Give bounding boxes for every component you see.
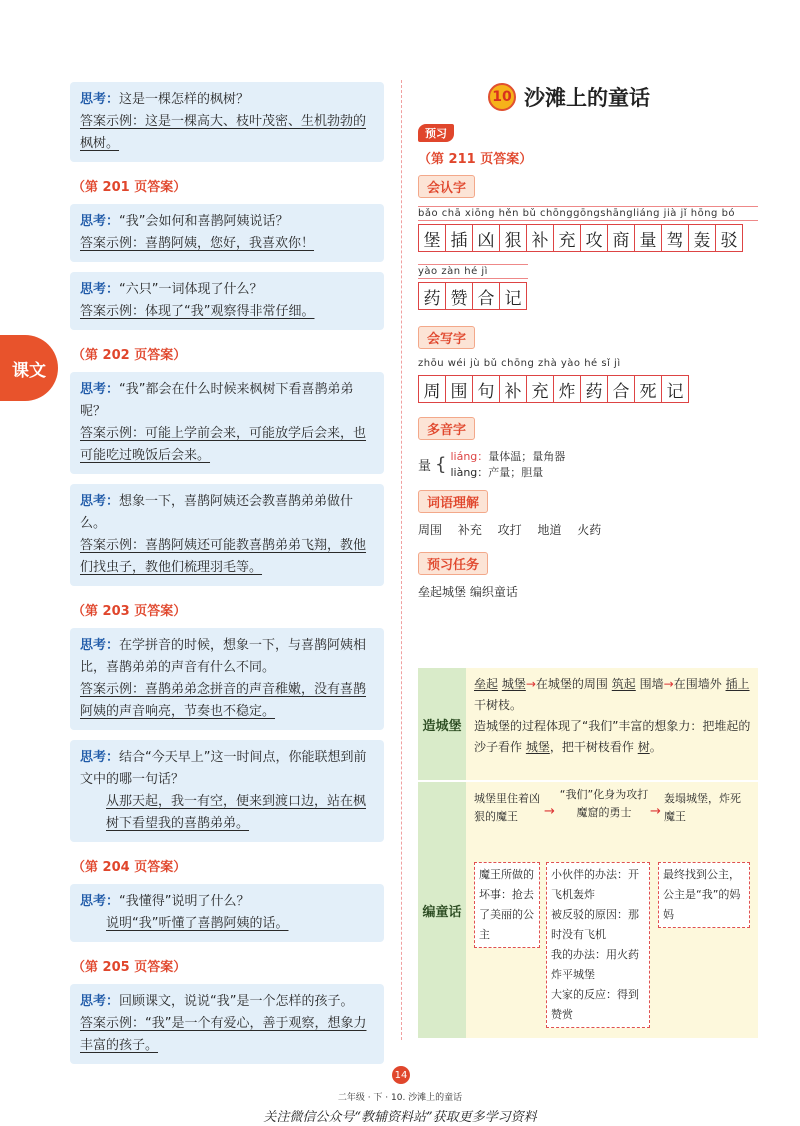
char-grid-write [418,375,758,403]
question-text: “我懂得”说明了什么？ [119,894,250,909]
polyphone-diagram [418,448,758,480]
think-label: 思考： [80,994,120,1009]
question-card [70,628,384,730]
pinyin-row: bǎo chā xiōng hěn bǔ chōnggōngshāngliáng jià jǐ hōng bó [418,206,758,221]
char-cell: 死 [634,375,662,403]
text: 干树枝。 [474,698,523,712]
section-heading: （第 202 页答案） [72,348,187,363]
think-label: 思考： [80,750,120,765]
section-heading: （第 205 页答案） [72,960,187,975]
answer-text: 答案示例：体现了“我”观察得非常仔细。 [80,304,315,319]
text: 造城堡的过程体现了“我们”丰富的想象力：把堆起的沙子看作 [474,719,751,754]
char-cell: 药 [418,282,446,310]
text: 。 [649,740,662,754]
blank: 筑起 [611,677,636,691]
blank: 城堡 [525,740,550,754]
polyphone-words-2: 产量；胆量 [488,466,544,479]
story-step-1: 城堡里住着凶狠的魔王 [474,792,540,823]
char-cell: 合 [472,282,500,310]
char-grid-recognize-2 [418,282,758,310]
answer-text: 说明“我”听懂了喜鹊阿姨的话。 [106,916,289,931]
arrow-icon: → [650,804,661,819]
vocab-list: 周围 补充 攻打 地道 火药 [418,523,602,537]
char-cell: 插 [445,224,473,252]
question-text: 回顾课文，说说“我”是一个怎样的孩子。 [119,994,354,1009]
think-label: 思考： [80,92,120,107]
question-text: “我”会如何和喜鹊阿姨说话？ [119,214,289,229]
plan-friends: 小伙伴的办法：开飞机轰炸 [551,868,639,901]
char-cell: 攻 [580,224,608,252]
think-label: 思考： [80,494,120,509]
recognize-tag: 会认字 [418,175,475,198]
char-cell: 补 [499,375,527,403]
char-cell: 补 [526,224,554,252]
char-cell: 商 [607,224,635,252]
polyphone-char: 量 [418,458,432,474]
blank: 树 [637,740,650,754]
write-tag: 会写字 [418,326,475,349]
question-card [70,984,384,1064]
story-step-3: 轰塌城堡，炸死魔王 [664,792,741,823]
question-text: “我”都会在什么时候来枫树下看喜鹊弟弟呢？ [80,382,354,419]
row-content [474,674,752,758]
question-card [70,272,384,330]
char-cell: 堡 [418,224,446,252]
row-header: 造城堡 [418,668,466,780]
section-heading: （第 201 页答案） [72,180,187,195]
char-cell: 充 [526,375,554,403]
column-divider [401,80,402,1040]
arrow-icon: → [663,677,674,691]
footer-notice: 关注微信公众号“教辅资料站”获取更多学习资料 [263,1110,537,1125]
question-text: 结合“今天早上”这一时间点，你能联想到前文中的哪一句话？ [80,750,367,787]
char-cell: 记 [499,282,527,310]
summary-table [418,668,758,1038]
pinyin-row: yào zàn hé jì [418,264,528,279]
lesson-title [488,80,758,114]
table-row [418,782,758,1038]
char-cell: 狠 [499,224,527,252]
question-text: 在学拼音的时候，想象一下，与喜鹊阿姨相比，喜鹊弟弟的声音有什么不同。 [80,638,367,675]
section-heading: （第 211 页答案） [418,152,533,167]
section-heading: （第 203 页答案） [72,604,187,619]
ending-box: 最终找到公主，公主是“我”的妈妈 [658,862,750,928]
char-cell: 围 [445,375,473,403]
answer-text: 从那天起，我一有空，便来到渡口边，站在枫树下看望我的喜鹊弟弟。 [106,794,367,831]
question-card [70,484,384,586]
lesson-number-badge: 10 [488,83,516,111]
think-label: 思考： [80,894,120,909]
plan-rejected-reason: 被反驳的原因：那时没有飞机 [551,908,639,941]
question-card [70,372,384,474]
villain-deeds-box: 魔王所做的坏事：抢去了美丽的公主 [474,862,540,948]
right-column [418,80,758,610]
think-label: 思考： [80,382,120,397]
text: 围墙 [639,677,664,691]
plan-reaction: 大家的反应：得到赞赏 [551,988,639,1021]
char-cell: 炸 [553,375,581,403]
plans-box [546,862,650,1028]
think-label: 思考： [80,282,120,297]
answer-text: 答案示例：喜鹊阿姨还可能教喜鹊弟弟飞翔，教他们找虫子，教他们梳理羽毛等。 [80,538,367,575]
answer-text: 答案示例：这是一棵高大、枝叶茂密、生机勃勃的枫树。 [80,114,367,151]
question-text: 想象一下，喜鹊阿姨还会教喜鹊弟弟做什么。 [80,494,354,531]
row-header: 编童话 [418,782,466,1038]
question-text: 这是一棵怎样的枫树？ [119,92,250,107]
char-cell: 轰 [688,224,716,252]
char-cell: 赞 [445,282,473,310]
question-card [70,204,384,262]
page-title: 沙滩上的童话 [524,86,650,110]
preview-pill: 预习 [418,124,454,142]
char-grid-recognize [418,224,758,252]
question-card [70,82,384,162]
brace-icon: { [435,453,447,475]
section-heading: （第 204 页答案） [72,860,187,875]
table-row [418,668,758,780]
char-cell: 句 [472,375,500,403]
char-cell: 记 [661,375,689,403]
char-cell: 驾 [661,224,689,252]
think-label: 思考： [80,214,120,229]
preview-task-tag: 预习任务 [418,552,488,575]
blank: 垒起 [474,677,499,691]
text: 在城堡的周围 [535,677,608,691]
pinyin-row: zhōu wéi jù bǔ chōng zhà yào hé sǐ jì [418,358,621,369]
arrow-icon: → [544,804,555,819]
answer-text: 答案示例：喜鹊弟弟念拼音的声音稚嫩，没有喜鹊阿姨的声音响亮，节奏也不稳定。 [80,682,367,719]
think-label: 思考： [80,638,120,653]
polyphone-words-1: 量体温；量角器 [488,450,566,463]
footer-caption: 二年级 · 下 · 10. 沙滩上的童话 [337,1093,463,1103]
polyphone-tag: 多音字 [418,417,475,440]
polyphone-pinyin-1: liáng： [450,450,489,463]
task-line: 垒起城堡 编织童话 [418,585,518,599]
char-cell: 量 [634,224,662,252]
char-cell: 凶 [472,224,500,252]
answer-text: 答案示例：“我”是一个有爱心，善于观察，想象力丰富的孩子。 [80,1016,367,1053]
left-column [70,82,384,1074]
question-card [70,740,384,842]
arrow-icon: → [525,677,536,691]
char-cell: 周 [418,375,446,403]
text: 在围墙外 [673,677,722,691]
answer-text: 答案示例：喜鹊阿姨，您好，我喜欢你！ [80,236,315,251]
text: ，把干树枝看作 [549,740,634,754]
section-tab-lesson: 课文 [0,335,58,401]
answer-text: 答案示例：可能上学前会来，可能放学后会来，也可能吃过晚饭后会来。 [80,426,367,463]
question-text: “六只”一词体现了什么？ [119,282,263,297]
plan-mine: 我的办法：用火药炸平城堡 [551,948,639,981]
story-step-2: “我们”化身为攻打魔窟的勇士 [559,788,649,819]
vocab-tag: 词语理解 [418,490,488,513]
blank: 城堡 [501,677,526,691]
question-card [70,884,384,942]
char-cell: 合 [607,375,635,403]
char-cell: 药 [580,375,608,403]
blank: 插上 [725,677,750,691]
polyphone-pinyin-2: liàng： [450,466,489,479]
char-cell: 驳 [715,224,743,252]
char-cell: 充 [553,224,581,252]
page-number: 14 [392,1066,410,1084]
